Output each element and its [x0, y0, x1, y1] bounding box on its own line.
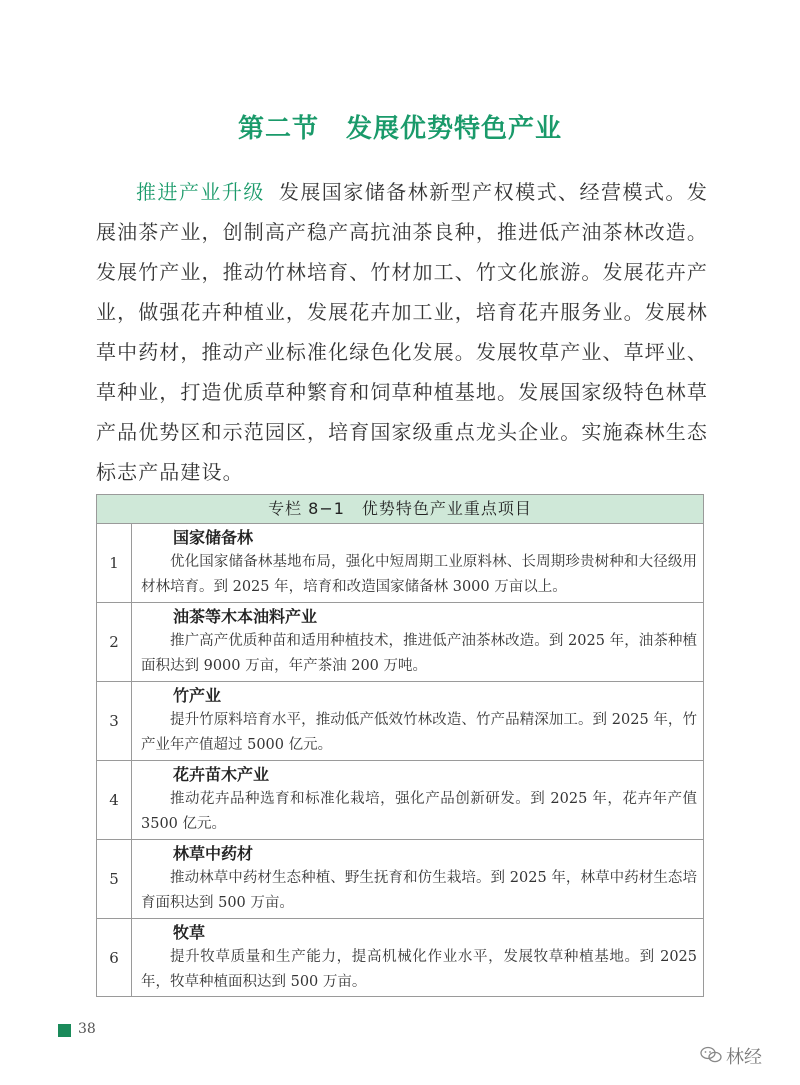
page-number: 38 [78, 1021, 96, 1037]
table-row [97, 840, 703, 919]
intro-paragraph [96, 172, 708, 492]
feature-box [96, 494, 704, 997]
row-title: 牧草 [173, 923, 206, 942]
row-number: 6 [97, 919, 132, 996]
table-row [97, 761, 703, 840]
row-text: 推动林草中药材生态种植、野生抚育和仿生栽培。到 2025 年，林草中药材生态培育面积达到 500 万亩。 [141, 870, 697, 911]
row-title: 花卉苗木产业 [173, 765, 270, 784]
feature-box-title: 专栏 8−1 优势特色产业重点项目 [97, 495, 703, 524]
row-number: 5 [97, 840, 132, 918]
row-text: 推广高产优质种苗和适用种植技术，推进低产油茶林改造。到 2025 年，油茶种植面积达到 9000 万亩，年产茶油 200 万吨。 [141, 633, 697, 674]
row-text: 优化国家储备林基地布局，强化中短周期工业原料林、长周期珍贵树种和大径级用材林培育。到 2025 年，培育和改造国家储备林 3000 万亩以上。 [141, 554, 697, 595]
row-text: 提升牧草质量和生产能力，提高机械化作业水平，发展牧草种植基地。到 2025 年，牧草种植面积达到 500 万亩。 [141, 949, 697, 990]
row-title: 竹产业 [173, 686, 222, 705]
row-number: 1 [97, 524, 132, 602]
section-title: 第二节 发展优势特色产业 [237, 114, 562, 144]
row-content [132, 919, 703, 996]
row-content [132, 840, 703, 918]
row-number: 2 [97, 603, 132, 681]
table-row [97, 603, 703, 682]
row-content [132, 761, 703, 839]
row-content [132, 682, 703, 760]
row-text: 推动花卉品种选育和标准化栽培，强化产品创新研发。到 2025 年，花卉年产值 3500 亿元。 [141, 791, 697, 832]
watermark-label: 林经 [726, 1047, 762, 1068]
row-title: 林草中药材 [173, 844, 254, 863]
table-row [97, 524, 703, 603]
row-content [132, 524, 703, 602]
intro-text: 发展国家储备林新型产权模式、经营模式。发展油茶产业，创制高产稳产高抗油茶良种，推进低产油茶林改造。发展竹产业，推动竹林培育、竹材加工、竹文化旅游。发展花卉产业，做强花卉种植业，发展花卉加工业，培育花卉服务业。发展林草中药材，推动产业标准化绿色化发展。发展牧草产业、草坪业、草种业，打造优质草种繁育和饲草种植基地。发展国家级特色林草产品优势区和示范园区，培育国家级重点龙头企业。实施森林生态标志产品建设。 [96, 180, 708, 484]
row-title: 国家储备林 [173, 528, 254, 547]
row-number: 3 [97, 682, 132, 760]
table-row [97, 919, 703, 996]
intro-lead: 推进产业升级 [136, 180, 265, 204]
page-marker-icon [58, 1024, 71, 1037]
row-title: 油茶等木本油料产业 [173, 607, 318, 626]
wechat-icon [700, 1046, 722, 1064]
table-row [97, 682, 703, 761]
row-number: 4 [97, 761, 132, 839]
row-content [132, 603, 703, 681]
row-text: 提升竹原料培育水平，推动低产低效竹林改造、竹产品精深加工。到 2025 年，竹产业年产值超过 5000 亿元。 [141, 712, 697, 753]
